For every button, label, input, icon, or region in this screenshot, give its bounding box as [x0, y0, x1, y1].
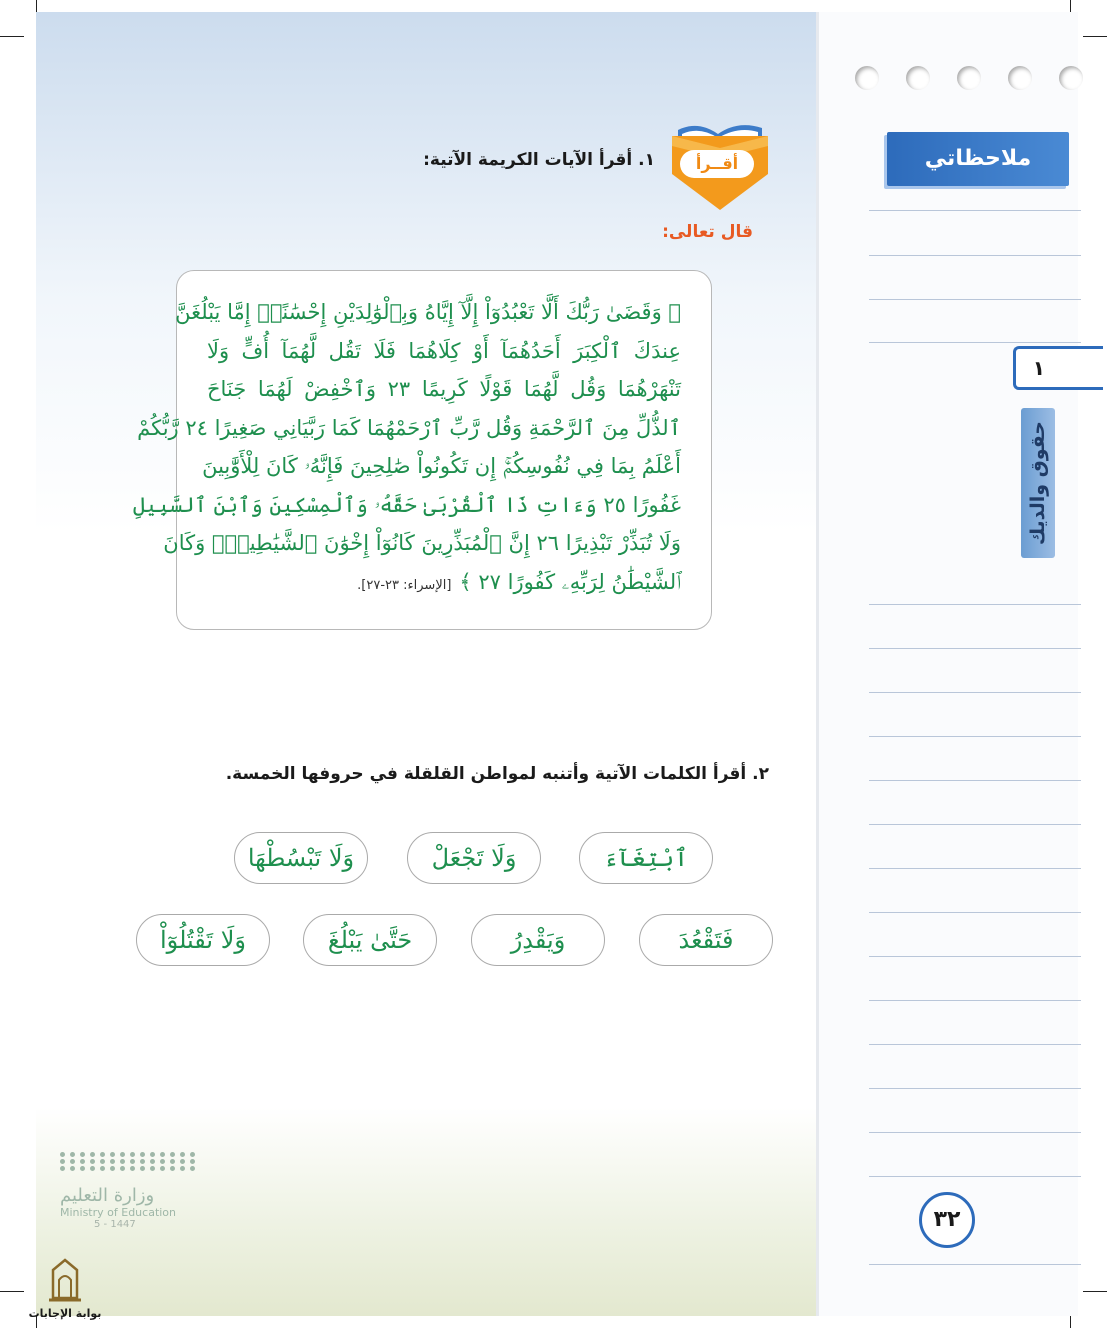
unit-title: حقوق والديك: [1027, 420, 1049, 546]
note-line: [869, 210, 1081, 211]
binder-hole: [1008, 66, 1032, 90]
ministry-logo: [60, 1152, 200, 1272]
unit-title-tab: [1021, 408, 1055, 558]
note-line: [869, 1264, 1081, 1265]
verse-line: أَعْلَمُ بِمَا فِي نُفُوسِكُمْۚ إِن تَكُونُواْ صَٰلِحِينَ فَإِنَّهُۥ كَانَ لِلْأَوَّٰبِينَ: [202, 454, 681, 478]
note-line: [869, 648, 1081, 649]
word-pill: حَتَّىٰ يَبْلُغَ: [303, 914, 437, 966]
notes-column: [816, 12, 1078, 1316]
binder-hole: [855, 66, 879, 90]
note-line: [869, 604, 1081, 605]
lantern-icon: [43, 1258, 87, 1304]
word-pill: وَلَا تَبْسُطْهَا: [234, 832, 368, 884]
verse-line: تَنْهَرْهُمَا وَقُل لَّهُمَا قَوْلًا كَرِيمًا ٢٣ وَٱخْفِضْ لَهُمَا جَنَاحَ: [207, 377, 681, 401]
note-line: [869, 1000, 1081, 1001]
note-line: [869, 299, 1081, 300]
binder-hole: [906, 66, 930, 90]
note-line: [869, 912, 1081, 913]
crop-mark: [0, 36, 24, 37]
ministry-dot-mark: [60, 1152, 200, 1171]
question-1: ١. أقرأ الآيات الكريمة الآتية:: [423, 150, 655, 170]
notes-title: ملاحظاتي: [887, 132, 1069, 186]
verse-line: وَلَا تُبَذِّرْ تَبْذِيرًا ٢٦ إِنَّ ٱلْمُبَذِّرِينَ كَانُوٓاْ إِخْوَٰنَ ٱلشَّيَٰطِينِۖ وَكَانَ: [163, 531, 681, 555]
ministry-name-ar: وزارة التعليم: [60, 1185, 155, 1206]
verse-line: ٱلشَّيْطَٰنُ لِرَبِّهِۦ كَفُورًا ٢٧ ﴾: [459, 569, 681, 594]
word-pill: وَيَقْدِرُ: [471, 914, 605, 966]
verse-reference: [الإسراء: ٢٣-٢٧].: [357, 577, 452, 593]
note-line: [869, 956, 1081, 957]
binder-hole: [957, 66, 981, 90]
word-pill: وَلَا تَقْتُلُوٓاْ: [136, 914, 270, 966]
page-number: ٣٢: [919, 1192, 975, 1248]
note-line: [869, 736, 1081, 737]
note-line: [869, 342, 1081, 343]
portal-label: بوابة الإجابات: [28, 1307, 102, 1320]
quran-verses-box: [132, 270, 712, 630]
question-2: ٢. أقرأ الكلمات الآتية وأتنبه لمواطن القلقلة في حروفها الخمسة.: [225, 764, 769, 784]
note-line: [869, 1044, 1081, 1045]
word-pill: فَتَقْعُدَ: [639, 914, 773, 966]
verse-line: ٱلذُّلِّ مِنَ ٱلرَّحْمَةِ وَقُل رَّبِّ ٱرْحَمْهُمَا كَمَا رَبَّيَانِي صَغِيرًا ٢٤ رَّبُّكُمْ: [137, 415, 681, 440]
verse-line: غَفُورًا ٢٥ وَءَاتِ ذَا ٱلْقُرْبَىٰ حَقَّهُۥ وَٱلْمِسْكِينَ وَٱبْنَ ٱلسَّبِيلِ: [132, 492, 681, 517]
ministry-year: 5 - 1447: [94, 1219, 136, 1230]
word-pill: وَلَا تَجْعَلْ: [407, 832, 541, 884]
note-line: [869, 1132, 1081, 1133]
word-pill: ٱبْتِغَآءَ: [579, 832, 713, 884]
verse-line: ﴿ وَقَضَىٰ رَبُّكَ أَلَّا تَعْبُدُوٓاْ إِلَّآ إِيَّاهُ وَبِٱلْوَٰلِدَيْنِ إِحْسَٰنًاۚ إِمَّا يَبْلُغَنَّ: [175, 300, 681, 324]
note-line: [869, 824, 1081, 825]
crop-mark: [1083, 1291, 1107, 1292]
crop-mark: [0, 1291, 24, 1292]
binder-hole: [1059, 66, 1083, 90]
said-heading: قال تعالى:: [662, 222, 753, 242]
note-line: [869, 255, 1081, 256]
note-line: [869, 1088, 1081, 1089]
crop-mark: [1083, 36, 1107, 37]
note-line: [869, 868, 1081, 869]
portal-logo: [28, 1258, 102, 1320]
verse-line: عِندَكَ ٱلْكِبَرَ أَحَدُهُمَآ أَوْ كِلَاهُمَا فَلَا تَقُل لَّهُمَآ أُفٍّ وَلَا: [207, 338, 681, 363]
ministry-name-en: Ministry of Education: [60, 1206, 177, 1219]
read-badge: [668, 112, 772, 212]
read-badge-label: أقــرأ: [680, 150, 754, 178]
note-line: [869, 780, 1081, 781]
verse-line-last: [207, 563, 681, 606]
unit-number: ١: [1013, 346, 1103, 390]
note-line: [869, 692, 1081, 693]
note-line: [869, 1176, 1081, 1177]
